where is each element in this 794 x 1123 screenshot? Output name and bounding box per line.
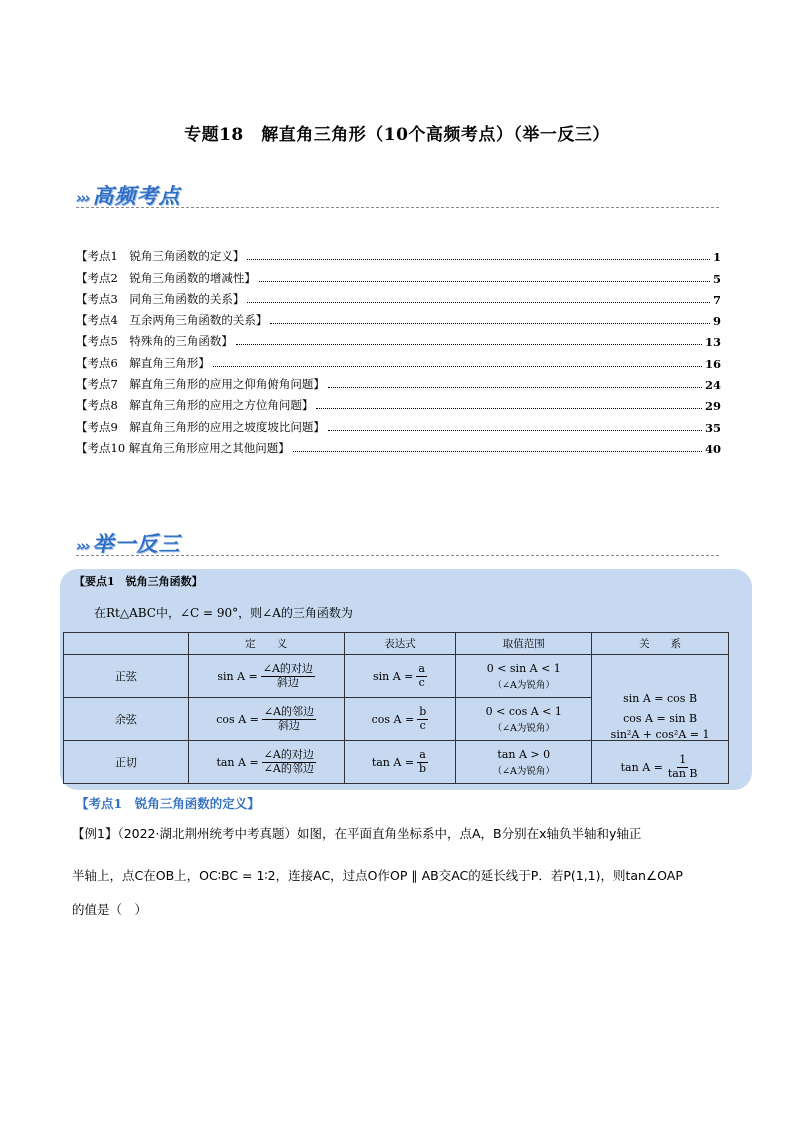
toc-item[interactable]: 【考点9 解直角三角形的应用之坡度坡比问题】 35 [76,419,721,435]
arrows-icon: ››› [76,189,89,207]
page-title: 专题18 解直角三角形（10个高频考点）（举一反三） [184,125,610,145]
example-line-2: 半轴上，点C在OB上，OC∶BC = 1∶2，连接AC，过点O作OP ∥ AB交AC的延长线于P．若P(1,1)，则tan∠OAP [72,868,683,883]
banner-text: 高频考点 [92,184,181,208]
example-line-1: 【例1】（2022·湖北荆州统考中考真题）如图，在平面直角坐标系中，点A，B分别在x轴负半轴和y轴正 [72,826,642,841]
table-of-contents [76,243,721,456]
key-point-intro: 在Rt△ABC中，∠C = 90°，则∠A的三角函数为 [94,606,353,620]
table-row-tangent: 正切 tan A = $\frac{\text{∠A的对边}}{\text{∠A的邻边}}$ tan A = $\frac{a}{b}$ tan A > 0 （∠A为锐角） sin²A + cos²A = 1 tan A = $\frac{1}{\text{tan B}}$ [64,741,729,784]
toc-item[interactable]: 【考点1 锐角三角函数的定义】 1 [76,249,721,265]
table-row-sine: 正弦 sin A = $\frac{\text{∠A的对边}}{\text{斜边}}$ sin A = $\frac{a}{c}$ 0 < sin A < 1 （∠A为锐角） sin A = cos B cos A = sin B [64,655,729,698]
table-header-row: 定 义 表达式 取值范围 关 系 [64,633,729,655]
banner-text: 举一反三 [92,532,181,556]
banner-high-frequency [76,180,181,210]
toc-item[interactable]: 【考点6 解直角三角形】 16 [76,355,721,371]
example-line-3: 的值是（ ） [72,902,148,917]
toc-item[interactable]: 【考点10 解直角三角形应用之其他问题】 40 [76,440,721,456]
toc-item[interactable]: 【考点2 锐角三角函数的增减性】 5 [76,270,721,286]
divider [76,207,719,208]
toc-item[interactable]: 【考点5 特殊角的三角函数】 13 [76,334,721,350]
trig-table [63,632,729,784]
table-row-cosine: 余弦 cos A = $\frac{\text{∠A的邻边}}{\text{斜边}}$ cos A = $\frac{b}{c}$ 0 < cos A < 1 （∠A为锐角） [64,698,729,741]
relations-cell: sin A = cos B cos A = sin B [592,655,729,741]
toc-item[interactable]: 【考点8 解直角三角形的应用之方位角问题】 29 [76,398,721,414]
section-heading: 【考点1 锐角三角函数的定义】 [76,796,260,811]
toc-item[interactable]: 【考点7 解直角三角形的应用之仰角俯角问题】 24 [76,377,721,393]
arrows-icon: ››› [76,537,89,555]
banner-practice [76,528,181,558]
toc-item[interactable]: 【考点3 同角三角函数的关系】 7 [76,291,721,307]
toc-item[interactable]: 【考点4 互余两角三角函数的关系】 9 [76,313,721,329]
key-point-heading: 【要点1 锐角三角函数】 [74,575,203,588]
divider [76,555,719,556]
